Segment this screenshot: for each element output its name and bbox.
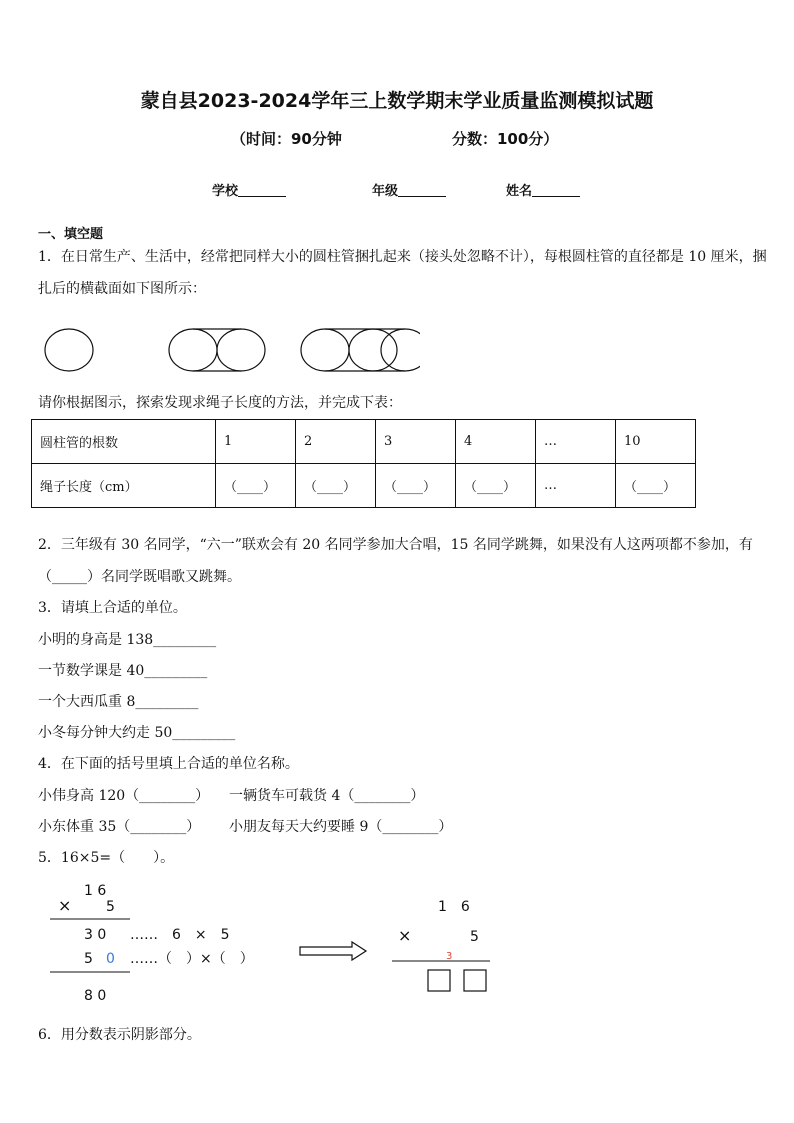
right-multiplicand: 1 6 bbox=[438, 899, 470, 915]
q5-stem[interactable]: 5．16×5=（ ）。 bbox=[38, 850, 175, 866]
q4-item[interactable]: 小朋友每天大约要睡 9（________） bbox=[229, 819, 453, 835]
exam-score: 分数：100分） bbox=[452, 130, 559, 148]
right-carry: 3 bbox=[446, 951, 453, 962]
rope-length-table bbox=[31, 419, 696, 508]
name-blank[interactable] bbox=[532, 184, 580, 197]
answer-box-tens[interactable] bbox=[428, 970, 450, 991]
bundle-three-pipes bbox=[301, 329, 420, 371]
pipe-bundle-figure bbox=[40, 325, 420, 375]
exam-time: （时间：90分钟 bbox=[231, 130, 342, 148]
bundle-two-pipes bbox=[169, 329, 265, 371]
page-title: 蒙自县2023-2024学年三上数学期末学业质量监测模拟试题 bbox=[140, 90, 654, 112]
q3-item[interactable]: 一个大西瓜重 8_________ bbox=[38, 694, 199, 710]
answer-blank[interactable]: （____） bbox=[296, 464, 376, 508]
left-note1: …… 6 × 5 bbox=[130, 927, 230, 943]
q6-stem: 6．用分数表示阴影部分。 bbox=[38, 1027, 201, 1043]
answer-blank[interactable]: （____） bbox=[216, 464, 296, 508]
table-cell: 10 bbox=[616, 420, 696, 464]
q3-item[interactable]: 小明的身高是 138_________ bbox=[38, 632, 217, 648]
table-cell: 4 bbox=[456, 420, 536, 464]
answer-blank[interactable]: （____） bbox=[456, 464, 536, 508]
left-result: 8 0 bbox=[84, 988, 107, 1004]
q4-stem: 4．在下面的括号里填上合适的单位名称。 bbox=[38, 756, 299, 772]
q1-prompt: 请你根据图示，探索发现求绳子长度的方法，并完成下表： bbox=[38, 395, 402, 411]
left-partial2-zero: 0 bbox=[106, 951, 115, 967]
q3-item[interactable]: 小冬每分钟大约走 50_________ bbox=[38, 725, 236, 741]
q1-line2: 扎后的横截面如下图所示： bbox=[38, 281, 206, 297]
grade-blank[interactable] bbox=[398, 184, 446, 197]
left-note2: ……（ ）×（ ） bbox=[130, 951, 254, 967]
arrow-icon bbox=[300, 942, 366, 960]
name-label: 姓名 bbox=[506, 184, 533, 199]
grade-label: 年级 bbox=[372, 184, 399, 199]
q4-item[interactable]: 小东体重 35（________） bbox=[38, 819, 201, 835]
table-cell: 1 bbox=[216, 420, 296, 464]
table-cell: 圆柱管的根数 bbox=[32, 420, 216, 464]
school-blank[interactable] bbox=[238, 184, 286, 197]
grade-field bbox=[372, 180, 446, 199]
left-multiplier: 5 bbox=[106, 899, 115, 915]
q4-item[interactable]: 小伟身高 120（________） bbox=[38, 788, 210, 804]
table-cell: 3 bbox=[376, 420, 456, 464]
table-cell: 绳子长度（cm） bbox=[32, 464, 216, 508]
vertical-multiplication-figure bbox=[40, 875, 500, 1010]
school-field bbox=[212, 180, 286, 199]
left-multiplicand: 1 6 bbox=[84, 883, 107, 899]
left-partial2-digit: 5 bbox=[84, 951, 93, 967]
q2-line1: 2．三年级有 30 名同学，“六一”联欢会有 20 名同学参加大合唱，15 名同学跳舞，如果没有人这两项都不参加，有 bbox=[38, 537, 753, 553]
table-row bbox=[32, 420, 696, 464]
table-cell: … bbox=[536, 464, 616, 508]
right-calculation bbox=[392, 899, 490, 991]
table-row bbox=[32, 464, 696, 508]
section-heading: 一、填空题 bbox=[38, 227, 104, 242]
q4-item[interactable]: 一辆货车可载货 4（________） bbox=[229, 788, 425, 804]
q2-line2: （_____）名同学既唱歌又跳舞。 bbox=[38, 569, 241, 585]
table-cell: … bbox=[536, 420, 616, 464]
q3-stem: 3．请填上合适的单位。 bbox=[38, 600, 187, 616]
left-calculation bbox=[50, 883, 254, 1004]
left-partial1: 3 0 bbox=[84, 927, 107, 943]
table-cell: 2 bbox=[296, 420, 376, 464]
q3-item[interactable]: 一节数学课是 40_________ bbox=[38, 663, 208, 679]
q1-line1: 1．在日常生产、生活中，经常把同样大小的圆柱管捆扎起来（接头处忽略不计），每根圆柱管的直径都是 10 厘米，捆 bbox=[38, 249, 767, 265]
answer-blank[interactable]: （____） bbox=[616, 464, 696, 508]
bundle-one-pipe bbox=[45, 329, 93, 371]
name-field bbox=[506, 180, 580, 199]
left-times-sign: × bbox=[58, 896, 72, 915]
answer-blank[interactable]: （____） bbox=[376, 464, 456, 508]
answer-box-ones[interactable] bbox=[464, 970, 486, 991]
school-label: 学校 bbox=[212, 184, 239, 199]
right-times-sign: × bbox=[398, 926, 412, 945]
right-multiplier: 5 bbox=[470, 929, 479, 945]
